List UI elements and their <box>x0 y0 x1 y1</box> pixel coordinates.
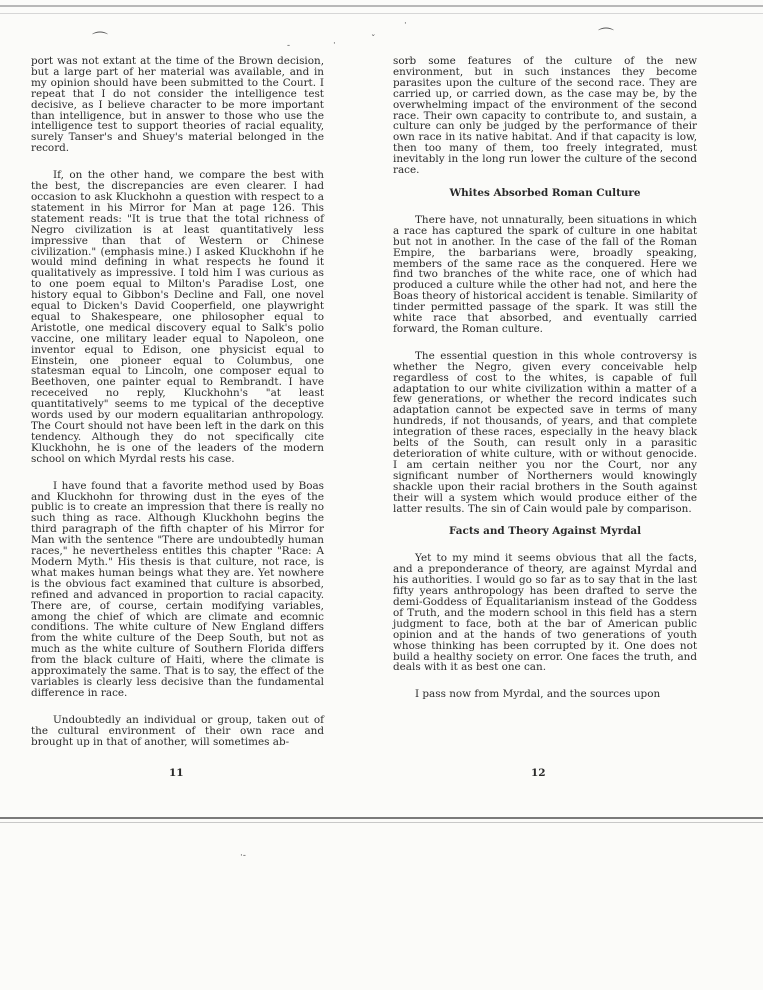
right-paragraph-3: The essential question in this whole controversy is whether the Negro, given every conceivable help regardless of cost to the whites, is capable of full adaptation to our white civilization within a matter of a few generations, or whether the record indicates such adaptation cannot be expected save in terms of many hundreds, if not thousands, of years, and that complete integration of these races, especially in the heavy black belts of the South, can result only in a parasitic deterioration of white culture, with or without genocide. I am certain neither you nor the Court, nor any significant number of Northerners would knowingly shackle upon their racial brothers in the South against their will a system which would produce either of the latter results. The sin of Cain would pale by comparison. <box>393 349 697 515</box>
scan-speck: · <box>404 19 407 29</box>
section-heading-myrdal: Facts and Theory Against Myrdal <box>448 525 642 538</box>
scan-bottom-border <box>0 817 763 819</box>
scan-speck: ⌒ <box>598 26 615 45</box>
scan-top-border-faint <box>0 13 763 14</box>
scan-speck: - <box>287 41 291 51</box>
scan-speck: ˇ <box>371 35 376 45</box>
scan-speck: ⌒ <box>92 30 109 49</box>
left-paragraph-4: Undoubtedly an individual or group, taken out of the cultural environment of their own race and brought up in that of another, will sometimes ab- <box>31 713 324 748</box>
section-heading-roman-culture: Whites Absorbed Roman Culture <box>449 186 641 199</box>
scan-top-border <box>0 5 763 7</box>
left-page-number: 11 <box>169 767 184 779</box>
right-page-column <box>393 56 697 700</box>
left-paragraph-1: port was not extant at the time of the Brown decision, but a large part of her material was available, and in my opinion should have been submitted to the Court. I repeat that I do not consider the intelligence test decisive, as I believe character to be more important than intelligence, but in answer to those who use the intelligence test to support theories of racial equality, surely Tanser's and Shuey's material belonged in the record. <box>31 55 324 155</box>
right-paragraph-5: I pass now from Myrdal, and the sources upon <box>415 688 661 701</box>
right-paragraph-1: sorb some features of the culture of the new environment, but in such instances they become parasites upon the culture of the second race. They are carried up, or carried down, as the case may be, by the overwhelming impact of the environment of the second race. Their own capacity to contribute to, and sustain, a culture can only be judged by the performance of their own race in its native habitat. And if that capacity is low, then too many of them, too freely integrated, must inevitably in the long run lower the culture of the second race. <box>393 55 697 177</box>
left-paragraph-3: I have found that a favorite method used by Boas and Kluckhohn for throwing dust in the eyes of the public is to create an impression that there is really no such thing as race. Although Kluckhohn begins the third paragraph of the fifth chapter of his Mirror for Man with the sentence "There are undoubtedly human races," he nevertheless entitles this chapter "Race: A Modern Myth." His thesis is that culture, not race, is what makes human beings what they are. Yet nowhere is the obvious fact examined that culture is absorbed, refined and advanced in proportion to racial capacity. There are, of course, certain modifying variables, among the chief of which are climate and ecomnic conditions. The white culture of New England differs from the white culture of the Deep South, but not as much as the white culture of Southern Florida differs from the black culture of Haiti, where the climate is approximately the same. That is to say, the effect of the variables is clearly less decisive than the fundamental difference in race. <box>31 479 324 699</box>
scan-speck: · <box>333 39 336 49</box>
left-paragraph-2: If, on the other hand, we compare the best with the best, the discrepancies are even clearer. I had occasion to ask Kluckhohn a question with respect to a statement in his Mirror for Man at page 126. This statement reads: "It is true that the total richness of Negro civilization is at least quantitatively less impressive than that of Western or Chinese civilization." (emphasis mine.) I asked Kluckhohn if he would mind defining in what respects he found it qualitatively as impressive. I told him I was curious as to one poem equal to Milton's Paradise Lost, one history equal to Gibbon's Decline and Fall, one novel equal to Dicken's David Cooperfield, one playwright equal to Shakespeare, one philosopher equal to Aristotle, one medical discovery equal to Salk's polio vaccine, one military leader equal to Napoleon, one inventor equal to Edison, one physicist equal to Einstein, one pioneer equal to Columbus, one statesman equal to Lincoln, one composer equal to Beethoven, one painter equal to Rembrandt. I have receceived no reply, Kluckhohn's "at least quantitatively" seems to me typical of the deceptive words used by our modern equalitarian anthropology. The Court should not have been left in the dark on this tendency. Although they do not specifically cite Kluckhohn, he is one of the leaders of the modern school on which Myrdal rests his case. <box>31 169 324 465</box>
scan-speck: ·- <box>240 851 246 861</box>
scan-bottom-border-faint <box>0 822 763 823</box>
right-paragraph-2: There have, not unnaturally, been situations in which a race has captured the spark of culture in one habitat but not in another. In the case of the fall of the Roman Empire, the barbarians were, broadly speaking, members of the same race as the conquered. Here we find two branches of the white race, one of which had produced a culture while the other had not, and here the Boas theory of historical accident is tenable. Similarity of tinder permitted passage of the spark. It was still the white race that absorbed, and eventually carried forward, the Roman culture. <box>393 213 697 335</box>
right-page-number: 12 <box>531 767 546 779</box>
right-paragraph-4: Yet to my mind it seems obvious that all the facts, and a preponderance of theory, are against Myrdal and his authorities. I would go so far as to say that in the last fifty years anthropology has been drafted to serve the demi-Goddess of Equalitarianism instead of the Goddess of Truth, and the modern school in this field has a stern judgment to face, both at the bar of American public opinion and at the hands of two generations of youth whose thinking has been corrupted by it. One does not build a healthy society on error. One faces the truth, and deals with it as best one can. <box>393 552 697 674</box>
left-page-column <box>31 56 324 747</box>
